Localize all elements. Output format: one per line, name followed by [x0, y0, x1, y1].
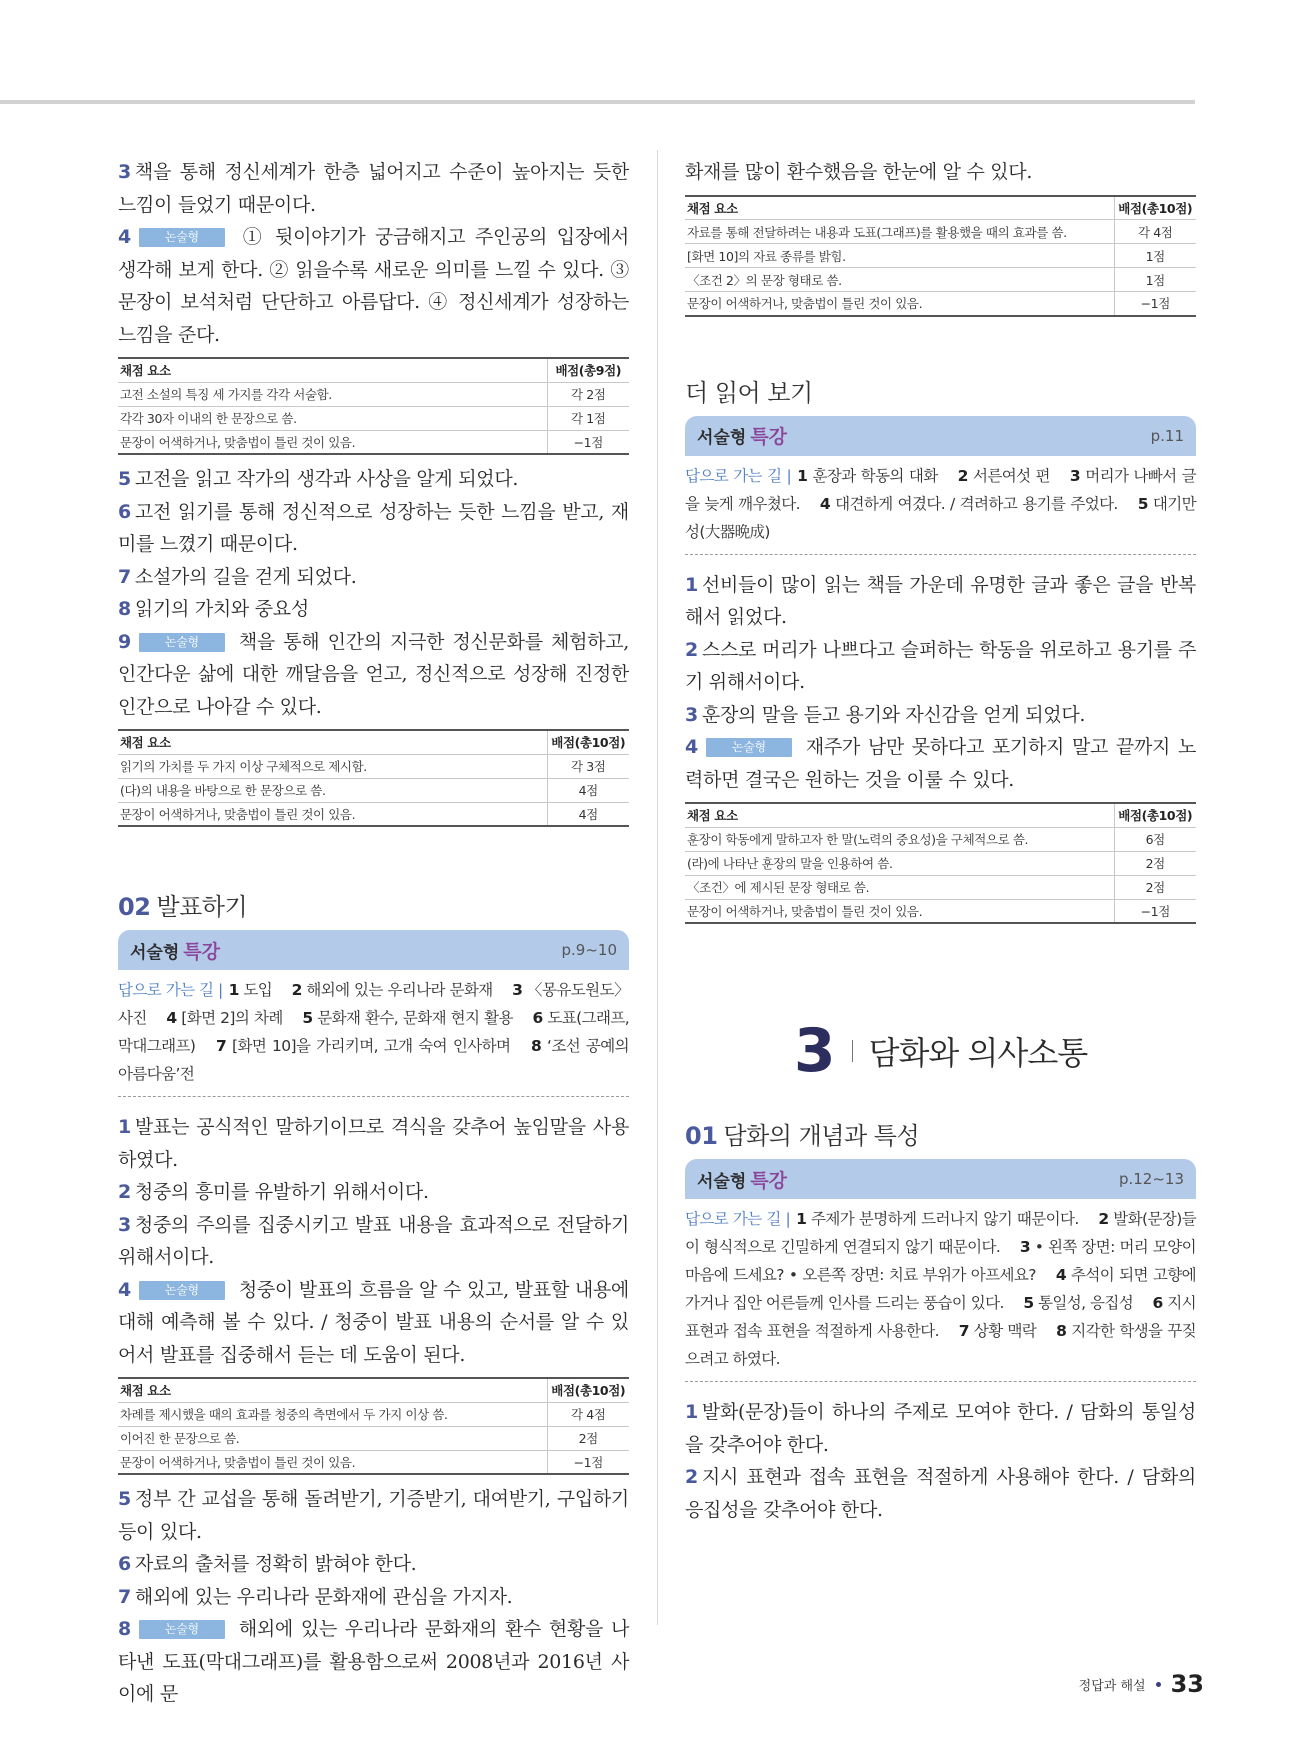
criteria-cell: 〈조건 2〉의 문장 형태로 씀. [685, 268, 1114, 292]
answer-item [685, 699, 1196, 732]
guide-number: 5 [302, 1009, 313, 1027]
table-row [685, 244, 1196, 268]
essay-banner-2 [685, 416, 1196, 456]
criteria-cell: 각각 30자 이내의 한 문장으로 씀. [118, 406, 547, 430]
criteria-cell: [화면 10]의 자료 종류를 밝힘. [685, 244, 1114, 268]
points-cell: 각 2점 [547, 382, 629, 406]
criteria-header: 채점 요소 [118, 358, 547, 382]
criteria-cell: (다)의 내용을 바탕으로 한 문장으로 씀. [118, 778, 547, 802]
answer-item [685, 1396, 1196, 1461]
answer-text: 지시 표현과 접속 표현을 적절하게 사용해야 한다. / 담화의 응집성을 갖추어야 한다. [685, 1466, 1196, 1521]
points-cell: 2점 [1114, 875, 1196, 899]
left-column [118, 156, 629, 1711]
section-number: 01 [685, 1122, 718, 1150]
section-title-02 [118, 887, 629, 922]
answer-item [118, 1176, 629, 1209]
points-cell: 각 4점 [547, 1402, 629, 1426]
score-table-4 [685, 195, 1196, 317]
right-body [685, 569, 1196, 797]
answer-item [118, 1274, 629, 1372]
points-cell: 4점 [547, 802, 629, 826]
answer-text: 고전을 읽고 작가의 생각과 사상을 알게 되었다. [134, 468, 519, 490]
points-header: 배점(총9점) [547, 358, 629, 382]
guide-text: [화면 2]의 차례 [181, 1009, 283, 1027]
answer-text: 발표는 공식적인 말하기이므로 격식을 갖추어 높임말을 사용하였다. [118, 1116, 629, 1171]
guide-number: 2 [957, 466, 968, 485]
guide-number: 6 [532, 1009, 543, 1027]
answer-item [118, 1111, 629, 1176]
banner-label: 서술형 [697, 428, 747, 448]
criteria-cell: 문장이 어색하거나, 맞춤법이 틀린 것이 있음. [118, 802, 547, 826]
answer-item [118, 496, 629, 561]
points-header: 배점(총10점) [1114, 196, 1196, 220]
table-row [118, 406, 629, 430]
page-number: 33 [1170, 1670, 1204, 1698]
table-row [685, 220, 1196, 244]
banner-accent: 특강 [750, 426, 787, 448]
footer-dot [1156, 1682, 1161, 1687]
points-header: 배점(총10점) [547, 730, 629, 754]
footer-label: 정답과 해설 [1078, 1678, 1146, 1694]
answer-text: 청중의 주의를 집중시키고 발표 내용을 효과적으로 전달하기 위해서이다. [118, 1213, 629, 1268]
table-row [118, 430, 629, 454]
chapter-heading [685, 1016, 1196, 1086]
guide-text: 통일성, 응집성 [1038, 1294, 1134, 1312]
answer-item [118, 1209, 629, 1274]
section-number: 02 [118, 893, 151, 921]
guide-text: 발화(문장)들이 형식적으로 긴밀하게 연결되지 않기 때문이다. [685, 1210, 1197, 1256]
answer-text: 소설가의 길을 걷게 되었다. [134, 565, 357, 588]
answer-item [118, 221, 629, 351]
answer-number: 7 [118, 1585, 131, 1608]
column-divider [657, 150, 658, 1625]
table-row [118, 754, 629, 778]
answer-text: 스스로 머리가 나쁘다고 슬퍼하는 학동을 위로하고 용기를 주기 위해서이다. [685, 638, 1196, 693]
guide-text: 〈몽유도원도〉 사진 [118, 981, 629, 1027]
criteria-cell: 차례를 제시했을 때의 효과를 청중의 측면에서 두 가지 이상 씀. [118, 1402, 547, 1426]
answer-number: 6 [118, 1553, 131, 1575]
guide-text: 추석이 되면 고향에 가거나 집안 어른들께 인사를 드리는 풍습이 있다. [685, 1266, 1197, 1312]
answer-item [118, 593, 629, 626]
guide-number: 1 [796, 1210, 807, 1228]
points-cell: −1점 [1114, 292, 1196, 316]
answer-item [118, 1581, 629, 1614]
answer-number: 8 [118, 1618, 131, 1640]
guide-text: 해외에 있는 우리나라 문화재 [306, 981, 493, 999]
answer-item [685, 1461, 1196, 1526]
answer-item [118, 626, 629, 724]
criteria-cell: 문장이 어색하거나, 맞춤법이 틀린 것이 있음. [685, 292, 1114, 316]
answer-guide-1 [118, 970, 629, 1097]
right-column [685, 156, 1196, 1526]
criteria-cell: (라)에 나타난 훈장의 말을 인용하여 씀. [685, 851, 1114, 875]
guide-number: 2 [291, 981, 302, 999]
banner-page: p.11 [1150, 426, 1184, 445]
answer-text: 청중의 흥미를 유발하기 위해서이다. [134, 1181, 429, 1203]
answer-text: 자료의 출처를 정확히 밝혀야 한다. [134, 1553, 417, 1575]
points-cell: 각 4점 [1114, 220, 1196, 244]
criteria-cell: 문장이 어색하거나, 맞춤법이 틀린 것이 있음. [118, 430, 547, 454]
guide-text: 문화재 환수, 문화재 현지 활용 [317, 1009, 513, 1027]
table-header-row [118, 358, 629, 382]
score-table-5 [685, 802, 1196, 924]
table-row [118, 1450, 629, 1474]
page-footer [1079, 1670, 1204, 1698]
guide-number: 8 [1056, 1322, 1067, 1340]
answer-text: 해외에 있는 우리나라 문화재의 환수 현황을 나타낸 도표(막대그래프)를 활용함으로써 2008년과 2016년 사이에 문 [118, 1618, 629, 1705]
answer-number: 4 [118, 226, 131, 248]
answer-number: 5 [118, 1488, 131, 1510]
guide-text: ‘조선 공예의 아름다움’전 [118, 1037, 630, 1083]
guide-text: 훈장과 학동의 대화 [812, 466, 938, 485]
chapter-bar [852, 1040, 853, 1062]
criteria-cell: 문장이 어색하거나, 맞춤법이 틀린 것이 있음. [685, 899, 1114, 923]
answer-text: 책을 통해 정신세계가 한층 넓어지고 수준이 높아지는 듯한 느낌이 들었기 때문이다. [118, 161, 629, 216]
table-row [685, 899, 1196, 923]
answer-item [118, 1548, 629, 1581]
essay-tag: 논술형 [139, 633, 225, 652]
guide-number: 6 [1152, 1294, 1163, 1312]
points-header: 배점(총10점) [547, 1378, 629, 1402]
criteria-cell: 훈장이 학동에게 말하고자 한 말(노력의 중요성)을 구체적으로 씀. [685, 827, 1114, 851]
table-row [685, 827, 1196, 851]
answer-number: 7 [118, 565, 131, 588]
essay-tag: 논술형 [706, 738, 792, 757]
guide-number: 5 [1137, 494, 1148, 513]
points-cell: 4점 [547, 778, 629, 802]
guide-text: 머리가 나빠서 글을 늦게 깨우쳤다. [685, 466, 1197, 513]
answer-item [118, 463, 629, 496]
answer-item [118, 561, 629, 594]
right-body2 [685, 1396, 1196, 1526]
points-cell: −1점 [547, 430, 629, 454]
table-row [118, 1426, 629, 1450]
chapter-number: 3 [793, 1016, 836, 1086]
criteria-cell: 문장이 어색하거나, 맞춤법이 틀린 것이 있음. [118, 1450, 547, 1474]
answer-number: 4 [118, 1278, 131, 1301]
left-mid [118, 463, 629, 723]
answer-number: 9 [118, 630, 131, 653]
answer-guide-2 [685, 456, 1196, 555]
answer-number: 2 [685, 1466, 698, 1488]
table-header-row [118, 730, 629, 754]
guide-number: 4 [166, 1009, 177, 1027]
table-row [118, 1402, 629, 1426]
criteria-header: 채점 요소 [685, 803, 1114, 827]
points-cell: −1점 [1114, 899, 1196, 923]
answer-number: 3 [118, 161, 131, 183]
table-row [685, 292, 1196, 316]
essay-tag: 논술형 [139, 1620, 225, 1639]
guide-text: 지각한 학생을 꾸짖으려고 하였다. [685, 1322, 1197, 1368]
answer-text: 재주가 남만 못하다고 포기하지 말고 끝까지 노력하면 결국은 원하는 것을 이룰 수 있다. [685, 736, 1196, 791]
answer-number: 6 [118, 500, 131, 523]
answer-text: 정부 간 교섭을 통해 돌려받기, 기증받기, 대여받기, 구입하기 등이 있다. [118, 1488, 629, 1543]
answer-text: 책을 통해 인간의 지극한 정신문화를 체험하고, 인간다운 삶에 대한 깨달음을 얻고, 정신적으로 성장해 진정한 인간으로 나아갈 수 있다. [118, 630, 629, 718]
score-table-3 [118, 1377, 629, 1475]
continued-text: 화재를 많이 환수했음을 한눈에 알 수 있다. [685, 161, 1033, 183]
score-table-1 [118, 357, 629, 455]
criteria-header: 채점 요소 [118, 730, 547, 754]
answer-text: 고전 읽기를 통해 정신적으로 성장하는 듯한 느낌을 받고, 재미를 느꼈기 때문이다. [118, 500, 629, 555]
points-cell: 2점 [547, 1426, 629, 1450]
answer-guide-lead: 답으로 가는 길 | [685, 466, 792, 485]
points-cell: −1점 [547, 1450, 629, 1474]
answer-item [118, 1483, 629, 1548]
criteria-cell: 이어진 한 문장으로 씀. [118, 1426, 547, 1450]
answer-number: 3 [685, 703, 698, 726]
table-row [685, 268, 1196, 292]
points-cell: 1점 [1114, 244, 1196, 268]
guide-number: 3 [1069, 466, 1081, 485]
table-header-row [685, 196, 1196, 220]
guide-text: 대기만성(大器晩成) [685, 494, 1197, 541]
criteria-cell: 고전 소설의 특징 세 가지를 각각 서술함. [118, 382, 547, 406]
section-title-01 [685, 1116, 1196, 1151]
points-cell: 각 3점 [547, 754, 629, 778]
chapter-title: 담화와 의사소통 [868, 1034, 1088, 1072]
guide-number: 8 [531, 1037, 542, 1055]
answer-text: 해외에 있는 우리나라 문화재에 관심을 가지자. [134, 1585, 513, 1608]
answer-text: ① 뒷이야기가 궁금해지고 주인공의 입장에서 생각해 보게 한다. ② 읽을수록 새로운 의미를 느낄 수 있다. ③ 문장이 보석처럼 단단하고 아름답다. ④ 정신세계가 성장하는 느낌을 준다. [118, 226, 629, 346]
section-label: 발표하기 [156, 893, 248, 921]
guide-number: 3 [1019, 1238, 1031, 1256]
section-label: 더 읽어 보기 [685, 378, 813, 407]
guide-number: 1 [797, 466, 808, 485]
points-cell: 1점 [1114, 268, 1196, 292]
criteria-cell: 읽기의 가치를 두 가지 이상 구체적으로 제시함. [118, 754, 547, 778]
answer-number: 2 [118, 1181, 131, 1203]
essay-banner-3 [685, 1159, 1196, 1199]
guide-number: 2 [1098, 1210, 1109, 1228]
guide-text: 도입 [243, 981, 273, 999]
left-body2 [118, 1111, 629, 1371]
answer-guide-lead: 답으로 가는 길 | [685, 1210, 791, 1228]
table-row [685, 875, 1196, 899]
answer-text: 읽기의 가치와 중요성 [134, 598, 309, 620]
banner-label: 서술형 [130, 942, 180, 963]
guide-number: 3 [512, 981, 523, 999]
criteria-header: 채점 요소 [685, 196, 1114, 220]
points-header: 배점(총10점) [1114, 803, 1196, 827]
table-row [118, 382, 629, 406]
answer-guide-lead: 답으로 가는 길 | [118, 981, 223, 999]
banner-label: 서술형 [697, 1171, 747, 1192]
criteria-header: 채점 요소 [118, 1378, 547, 1402]
answer-text: 청중이 발표의 흐름을 알 수 있고, 발표할 내용에 대해 예측해 볼 수 있다. / 청중이 발표 내용의 순서를 알 수 있어서 발표를 집중해서 듣는 데 도움이 된다. [118, 1278, 629, 1366]
section-label: 담화의 개념과 특성 [723, 1122, 920, 1150]
answer-number: 5 [118, 468, 131, 490]
banner-page: p.9~10 [561, 941, 617, 959]
essay-tag: 논술형 [139, 228, 225, 247]
banner-accent: 특강 [183, 940, 220, 963]
answer-number: 3 [118, 1213, 131, 1236]
guide-text: 서른여섯 편 [972, 466, 1050, 485]
answer-text: 훈장의 말을 듣고 용기와 자신감을 얻게 되었다. [701, 703, 1086, 726]
answer-number: 1 [118, 1116, 131, 1138]
points-cell: 6점 [1114, 827, 1196, 851]
answer-number: 1 [685, 573, 698, 596]
answer-item [118, 156, 629, 221]
score-table-2 [118, 729, 629, 827]
guide-text: 주제가 분명하게 드러나지 않기 때문이다. [811, 1210, 1079, 1228]
guide-number: 4 [1055, 1266, 1066, 1284]
answer-number: 8 [118, 598, 131, 620]
guide-text: • 왼쪽 장면: 머리 모양이 마음에 드세요? • 오른쪽 장면: 치료 부위가 아프세요? [685, 1238, 1196, 1284]
guide-number: 4 [819, 494, 831, 513]
guide-text: [화면 10]을 가리키며, 고개 숙여 인사하며 [232, 1037, 511, 1055]
answer-number: 4 [685, 736, 698, 758]
answer-number: 1 [685, 1401, 698, 1423]
table-row [118, 778, 629, 802]
guide-number: 7 [216, 1037, 227, 1055]
answer-text: 발화(문장)들이 하나의 주제로 모여야 한다. / 담화의 통일성을 갖추어야 한다. [685, 1401, 1196, 1456]
answer-item [118, 1613, 629, 1711]
table-header-row [118, 1378, 629, 1402]
left-body3 [118, 1483, 629, 1711]
guide-number: 1 [228, 981, 239, 999]
table-row [685, 851, 1196, 875]
answer-item [685, 569, 1196, 634]
guide-number: 5 [1023, 1294, 1034, 1312]
points-cell: 2점 [1114, 851, 1196, 875]
banner-page: p.12~13 [1118, 1170, 1184, 1188]
section-title-more [685, 373, 1196, 408]
essay-tag: 논술형 [139, 1281, 225, 1300]
left-intro [118, 156, 629, 351]
answer-text: 선비들이 많이 읽는 책들 가운데 유명한 글과 좋은 글을 반복해서 읽었다. [685, 573, 1196, 628]
top-rule [0, 100, 1195, 104]
guide-number: 7 [958, 1322, 969, 1340]
essay-banner-1 [118, 930, 629, 970]
answer-guide-3 [685, 1199, 1196, 1382]
criteria-cell: 자료를 통해 전달하려는 내용과 도표(그래프)를 활용했을 때의 효과를 씀. [685, 220, 1114, 244]
guide-text: 지시 표현과 접속 표현을 적절하게 사용한다. [685, 1294, 1197, 1340]
answer-item [685, 634, 1196, 699]
guide-text: 상황 맥락 [973, 1322, 1037, 1340]
answer-number: 2 [685, 638, 698, 661]
answer-item [685, 731, 1196, 796]
table-row [118, 802, 629, 826]
banner-accent: 특강 [750, 1169, 787, 1192]
points-cell: 각 1점 [547, 406, 629, 430]
criteria-cell: 〈조건〉에 제시된 문장 형태로 씀. [685, 875, 1114, 899]
table-header-row [685, 803, 1196, 827]
guide-text: 도표(그래프, 막대그래프) [118, 1009, 630, 1055]
guide-text: 대견하게 여겼다. / 격려하고 용기를 주었다. [835, 494, 1118, 513]
